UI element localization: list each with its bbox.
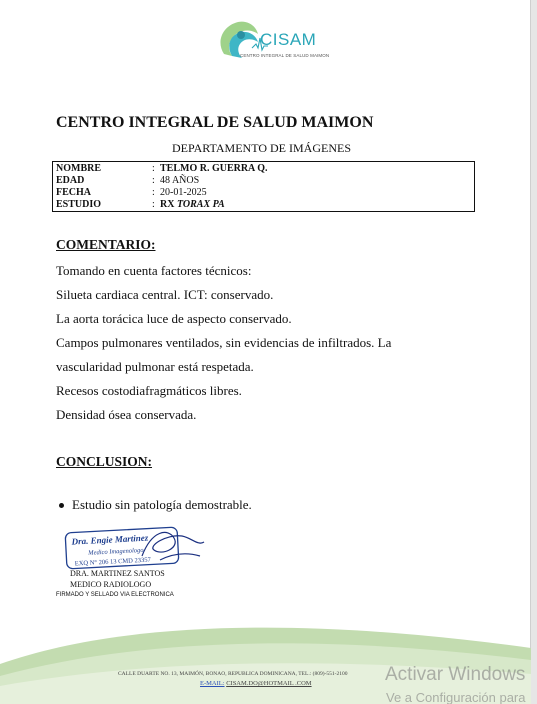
stamp-title: Medico Imagenologo	[88, 546, 144, 557]
windows-activation-title: Activar Windows	[385, 664, 526, 685]
conclusion-text: Estudio sin patología demostrable.	[72, 497, 252, 512]
comment-line: vascularidad pulmonar está respetada.	[56, 359, 254, 374]
info-value: 20-01-2025	[160, 187, 207, 198]
comment-line: Silueta cardiaca central. ICT: conservado.	[56, 287, 274, 302]
email-link[interactable]: E-MAIL:	[200, 680, 225, 687]
footer-address: CALLE DUARTE NO. 13, MAIMÓN, BONAO, REPUBLICA DOMINICANA, TEL.: (809)-551-2100	[118, 671, 348, 677]
info-colon: :	[152, 175, 155, 186]
comment-line: Recesos costodiafragmáticos libres.	[56, 383, 242, 398]
signature-scribble	[142, 532, 204, 560]
windows-activation-subtitle: Ve a Configuración para	[386, 690, 526, 704]
info-label: NOMBRE	[56, 163, 101, 174]
page-edge	[530, 0, 537, 704]
comment-line: La aorta torácica luce de aspecto conservado.	[56, 311, 292, 326]
cisam-logo	[214, 14, 334, 66]
signed-note: FIRMADO Y SELLADO VIA ELECTRONICA	[56, 592, 174, 598]
department-name: DEPARTAMENTO DE IMÁGENES	[172, 141, 351, 155]
doctor-stamp	[64, 526, 210, 572]
comment-line: Campos pulmonares ventilados, sin evidencias de infiltrados. La	[56, 335, 392, 350]
document-title: CENTRO INTEGRAL DE SALUD MAIMON	[56, 114, 374, 131]
study-name: TORAX PA	[176, 199, 225, 210]
stamp-exequatur: EXQ N° 206 13 CMD 23357	[74, 556, 151, 568]
logo-wordmark: CISAM	[260, 30, 317, 49]
info-value-study	[160, 199, 225, 211]
info-colon: :	[152, 187, 155, 198]
signer-name: DRA. MARTINEZ SANTOS	[70, 569, 165, 578]
info-label: ESTUDIO	[56, 199, 102, 210]
study-prefix: RX	[160, 199, 175, 210]
info-label: EDAD	[56, 175, 85, 186]
info-label: FECHA	[56, 187, 91, 198]
info-colon: :	[152, 163, 155, 174]
logo-subtitle: CENTRO INTEGRAL DE SALUD MAIMON	[240, 53, 330, 58]
info-value: TELMO R. GUERRA Q.	[160, 163, 268, 174]
patient-info-box	[52, 161, 475, 212]
comment-line: Densidad ósea conservada.	[56, 407, 197, 422]
conclusion-bullet-item	[72, 497, 252, 513]
stamp-name: Dra. Engie Martinez	[71, 532, 149, 547]
footer-email	[200, 680, 312, 687]
comment-heading: COMENTARIO:	[56, 237, 156, 252]
info-colon: :	[152, 199, 155, 210]
signer-role: MEDICO RADIOLOGO	[70, 580, 152, 589]
info-value: 48 AÑOS	[160, 175, 200, 186]
comment-line: Tomando en cuenta factores técnicos:	[56, 263, 252, 278]
email-address[interactable]: CISAM.DO@HOTMAIL .COM	[226, 680, 312, 687]
conclusion-heading: CONCLUSION:	[56, 454, 153, 469]
bullet-icon	[59, 503, 64, 508]
